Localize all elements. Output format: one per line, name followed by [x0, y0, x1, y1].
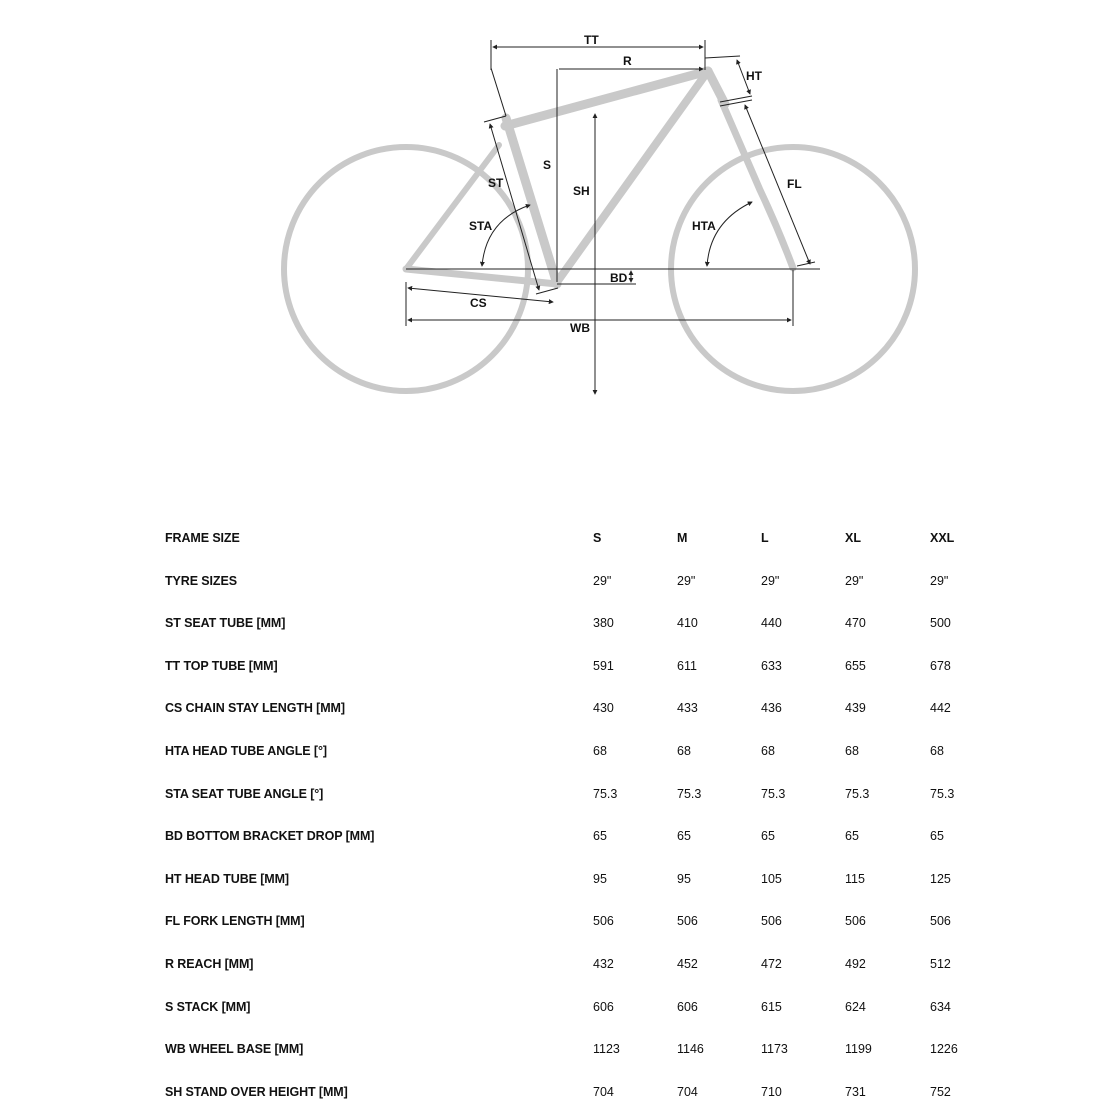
table-row	[165, 1028, 1025, 1070]
row-value: 380	[593, 616, 614, 631]
row-value: 65	[845, 829, 859, 844]
row-value: 472	[761, 957, 782, 971]
label-r: R	[623, 54, 632, 68]
table-row	[165, 900, 1025, 942]
row-value: 105	[761, 871, 782, 886]
row-value: 75.3	[677, 786, 702, 801]
row-label: FL FORK LENGTH [MM]	[165, 914, 305, 929]
label-sta: STA	[469, 219, 493, 233]
row-value: 606	[677, 999, 698, 1014]
row-value: 704	[593, 1084, 614, 1099]
row-value: 68	[845, 744, 859, 758]
row-value: 75.3	[845, 786, 870, 801]
row-value: 65	[593, 829, 607, 844]
row-value: 68	[930, 744, 944, 758]
row-value: 65	[761, 829, 775, 844]
row-label: CS CHAIN STAY LENGTH [MM]	[165, 701, 345, 716]
row-value: 433	[677, 701, 698, 716]
bike-geometry-diagram	[0, 0, 1116, 420]
row-value: 430	[593, 701, 614, 716]
row-value: 506	[593, 914, 614, 929]
row-value: 492	[845, 957, 866, 971]
table-row	[165, 602, 1025, 644]
label-sh: SH	[573, 184, 590, 198]
row-value: 1226	[930, 1042, 958, 1057]
table-row	[165, 730, 1025, 772]
row-value: 506	[677, 914, 698, 929]
row-value: 29"	[845, 573, 864, 588]
row-value: 115	[845, 871, 865, 886]
table-row	[165, 943, 1025, 985]
row-value: 633	[761, 658, 782, 673]
table-row	[165, 560, 1025, 602]
row-value: 615	[761, 999, 782, 1014]
table-row	[165, 1071, 1025, 1113]
row-label: HT HEAD TUBE [MM]	[165, 871, 289, 886]
size-xl-header: XL	[845, 531, 861, 545]
row-value: 29"	[677, 573, 696, 588]
row-value: 65	[930, 829, 944, 844]
row-value: 68	[677, 744, 691, 758]
label-cs: CS	[470, 296, 487, 310]
row-value: 442	[930, 701, 951, 716]
table-row	[165, 645, 1025, 687]
row-value: 95	[593, 871, 607, 886]
row-value: 29"	[761, 573, 780, 588]
header-label: FRAME SIZE	[165, 531, 240, 545]
size-s-header: S	[593, 531, 602, 545]
row-value: 452	[677, 957, 698, 971]
row-value: 95	[677, 871, 691, 886]
row-value: 75.3	[593, 786, 618, 801]
table-row	[165, 986, 1025, 1028]
row-label: TYRE SIZES	[165, 573, 237, 588]
row-value: 75.3	[930, 786, 955, 801]
row-value: 634	[930, 999, 951, 1014]
row-value: 655	[845, 658, 866, 673]
row-label: HTA HEAD TUBE ANGLE [°]	[165, 744, 327, 758]
label-fl: FL	[787, 177, 802, 191]
label-st: ST	[488, 176, 504, 190]
row-value: 731	[845, 1084, 866, 1099]
row-value: 29"	[593, 573, 612, 588]
label-hta: HTA	[692, 219, 716, 233]
size-l-header: L	[761, 531, 769, 545]
row-value: 1199	[845, 1042, 872, 1057]
label-wb: WB	[570, 321, 590, 335]
row-label: WB WHEEL BASE [MM]	[165, 1042, 304, 1057]
row-value: 606	[593, 999, 614, 1014]
row-value: 710	[761, 1084, 782, 1099]
row-label: S STACK [MM]	[165, 999, 251, 1014]
row-value: 624	[845, 999, 866, 1014]
row-value: 506	[761, 914, 782, 929]
row-label: R REACH [MM]	[165, 957, 254, 971]
row-value: 68	[593, 744, 607, 758]
label-ht: HT	[746, 69, 762, 83]
row-label: BD BOTTOM BRACKET DROP [MM]	[165, 829, 375, 844]
row-value: 125	[930, 871, 951, 886]
row-value: 1146	[677, 1042, 704, 1057]
size-m-header: M	[677, 531, 688, 545]
row-value: 436	[761, 701, 782, 716]
row-label: ST SEAT TUBE [MM]	[165, 616, 286, 631]
row-value: 29"	[930, 573, 949, 588]
row-value: 591	[593, 658, 614, 673]
label-bd: BD	[610, 271, 628, 285]
label-s: S	[543, 158, 552, 172]
row-value: 611	[677, 658, 697, 673]
row-value: 410	[677, 616, 698, 631]
row-label: SH STAND OVER HEIGHT [MM]	[165, 1084, 348, 1099]
row-value: 1173	[761, 1042, 788, 1057]
row-value: 500	[930, 616, 951, 631]
table-row	[165, 687, 1025, 729]
table-row	[165, 815, 1025, 857]
row-label: STA SEAT TUBE ANGLE [°]	[165, 786, 324, 801]
row-value: 752	[930, 1084, 951, 1099]
row-label: TT TOP TUBE [MM]	[165, 658, 278, 673]
size-xxl-header: XXL	[930, 531, 955, 545]
table-header-row	[165, 517, 1025, 559]
row-value: 432	[593, 957, 614, 971]
row-value: 1123	[593, 1042, 620, 1057]
row-value: 75.3	[761, 786, 786, 801]
table-row	[165, 858, 1025, 900]
row-value: 506	[930, 914, 951, 929]
row-value: 440	[761, 616, 782, 631]
row-value: 512	[930, 957, 951, 971]
row-value: 68	[761, 744, 775, 758]
row-value: 678	[930, 658, 951, 673]
row-value: 439	[845, 701, 866, 716]
row-value: 470	[845, 616, 866, 631]
table-row	[165, 773, 1025, 815]
label-tt: TT	[584, 33, 599, 47]
row-value: 506	[845, 914, 866, 929]
row-value: 65	[677, 829, 691, 844]
row-value: 704	[677, 1084, 698, 1099]
